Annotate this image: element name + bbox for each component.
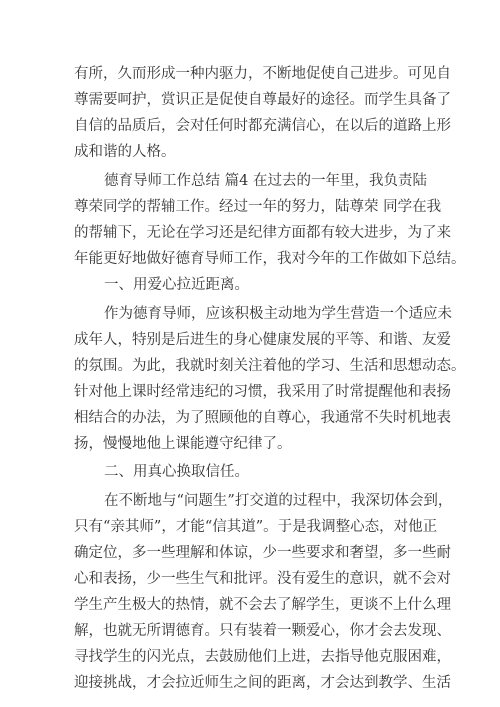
text-line-content: 年能更好地做好德育导师工作，我对今年的工作做如下总结。	[74, 251, 466, 267]
text-line	[0, 514, 500, 540]
text-line-content: 德育导师工作总结 篇4 在过去的一年里，我负责陆	[104, 173, 427, 189]
text-line-content: 在不断地与“问题生”打交道的过程中，我深切体会到，	[104, 493, 453, 509]
heading-line	[0, 272, 500, 298]
text-line	[0, 139, 500, 165]
text-line-content: 只有“亲其师”，才能“信其道”。于是我调整心态，对他正	[74, 519, 438, 535]
text-line	[0, 246, 500, 272]
text-line-content: 有所，久而形成一种内驱力，不断地促使自己进步。可见自	[74, 66, 451, 82]
text-line-content: 作为德育导师，应该积极主动地为学生营造一个适应未	[104, 306, 452, 322]
text-line-content: 尊需要呵护，赏识正是促使自尊最好的途径。而学生具备了	[74, 92, 451, 108]
text-line	[0, 644, 500, 670]
text-line	[0, 61, 500, 87]
text-line	[0, 353, 500, 379]
text-line-content: 解，也就无所谓德育。只有装着一颗爱心，你才会去发现、	[74, 623, 451, 639]
text-line-content: 自信的品质后，会对任何时都充满信心，在以后的道路上形	[74, 118, 451, 134]
text-line	[0, 87, 500, 113]
text-line	[0, 431, 500, 457]
text-line-content: 一、用爱心拉近距离。	[104, 277, 249, 293]
text-line-content: 学生产生极大的热情，就不会去了解学生，更谈不上什么理	[74, 597, 451, 613]
text-line-content: 成年人，特别是后进生的身心健康发展的平等、和谐、友爱	[74, 332, 451, 348]
text-line-content: 针对他上课时经常违纪的习惯，我采用了时常提醒他和表扬	[74, 384, 451, 400]
text-line	[0, 379, 500, 405]
text-line-content: 相结合的办法，为了照顾他的自尊心，我通常不失时机地表	[74, 410, 451, 426]
text-line	[0, 488, 500, 514]
text-line	[0, 113, 500, 139]
text-line-content: 寻找学生的闪光点，去鼓励他们上进，去指导他克服困难，	[74, 649, 451, 665]
text-line	[0, 592, 500, 618]
text-line	[0, 327, 500, 353]
text-line	[0, 301, 500, 327]
text-line-content: 的氛围。为此，我就时刻关注着他的学习、生活和思想动态。	[74, 358, 466, 374]
text-line-content: 心和表扬，少一些生气和批评。没有爱生的意识，就不会对	[74, 571, 451, 587]
text-line	[0, 670, 500, 696]
text-line-content: 的帮辅下，无论在学习还是纪律方面都有较大进步，为了来	[74, 225, 451, 241]
text-line-content: 确定位，多一些理解和体谅，少一些要求和奢望，多一些耐	[74, 545, 451, 561]
text-line-content: 成和谐的人格。	[74, 144, 176, 160]
text-line	[0, 618, 500, 644]
text-line-content: 尊荣同学的帮辅工作。经过一年的努力，陆尊荣 同学在我	[74, 199, 442, 215]
text-line-content: 扬，慢慢地他上课能遵守纪律了。	[74, 436, 292, 452]
text-line	[0, 405, 500, 431]
text-line-content: 二、用真心换取信任。	[104, 464, 249, 480]
text-line	[0, 220, 500, 246]
text-line	[0, 566, 500, 592]
heading-line	[0, 459, 500, 485]
section-title-line	[0, 168, 500, 194]
text-line	[0, 194, 500, 220]
text-line	[0, 540, 500, 566]
text-line-content: 迎接挑战，才会拉近师生之间的距离，才会达到教学、生活	[74, 675, 451, 691]
